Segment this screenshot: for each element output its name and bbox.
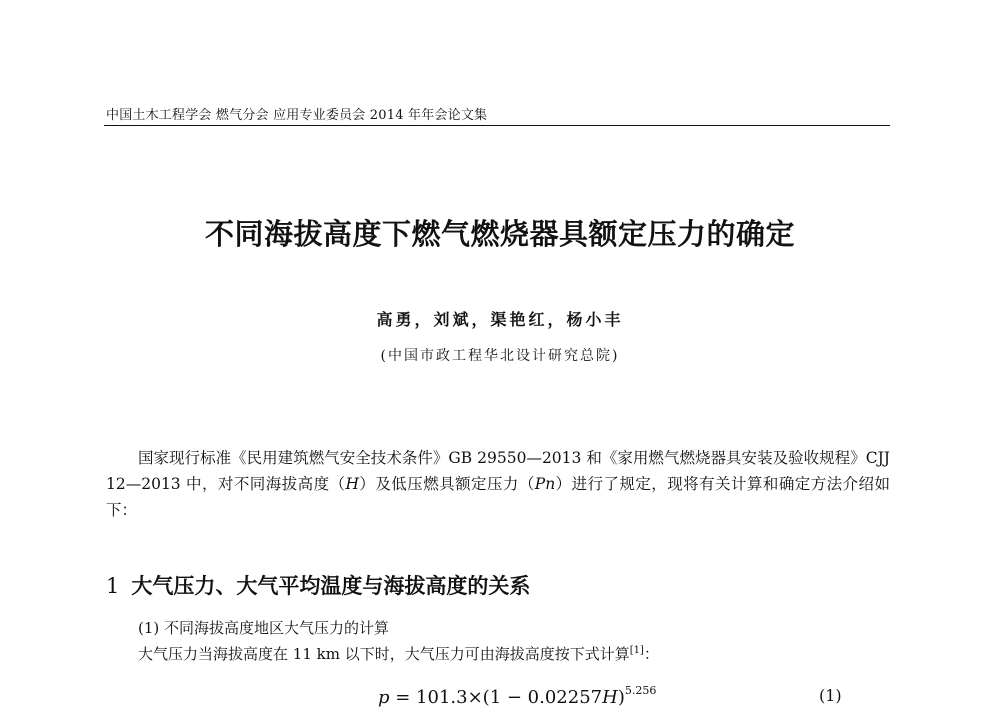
paper-title: 不同海拔高度下燃气燃烧器具额定压力的确定 (204, 217, 795, 251)
equation-exponent: 5.256 (624, 684, 657, 697)
body-text: 大气压力当海拔高度在 11 km 以下时，大气压力可由海拔高度按下式计算 (138, 645, 630, 663)
var-h: H (345, 475, 359, 493)
equation-lhs: p (378, 687, 390, 708)
var-pn: Pn (534, 475, 556, 493)
section-number: 1 (106, 574, 120, 598)
authors: 高勇，刘斌，渠艳红，杨小丰 (376, 310, 624, 329)
equation-rhs-a: = 101.3×(1 − 0.02257 (389, 687, 603, 708)
intro-text-3: ）进行了规定，现将有关计算和确定方法介绍如下： (106, 475, 890, 519)
section-title: 大气压力、大气平均温度与海拔高度的关系 (131, 574, 531, 598)
affiliation: (中国市政工程华北设计研究总院) (380, 348, 620, 364)
intro-text-2: ）及低压燃具额定压力（ (358, 475, 535, 493)
equation (378, 684, 656, 708)
citation-ref: [1] (629, 645, 644, 656)
running-header: 中国土木工程学会 燃气分会 应用专业委员会 2014 年年会论文集 (106, 108, 488, 123)
body-tail: ： (643, 645, 659, 663)
header-rule (104, 125, 890, 126)
intro-paragraph (106, 445, 890, 523)
equation-var: H (602, 687, 618, 708)
equation-rhs-b: ) (617, 687, 625, 708)
equation-number: (1) (819, 686, 842, 705)
intro-text-1: 国家现行标准《民用建筑燃气安全技术条件》GB 29550—2013 和《家用燃气燃烧器具安装及验收规程》CJJ 12—2013 中，对不同海拔高度（ (106, 449, 890, 493)
subsection-label: (1) 不同海拔高度地区大气压力的计算 (138, 619, 390, 637)
body-line (138, 643, 659, 664)
section-heading (106, 570, 530, 600)
